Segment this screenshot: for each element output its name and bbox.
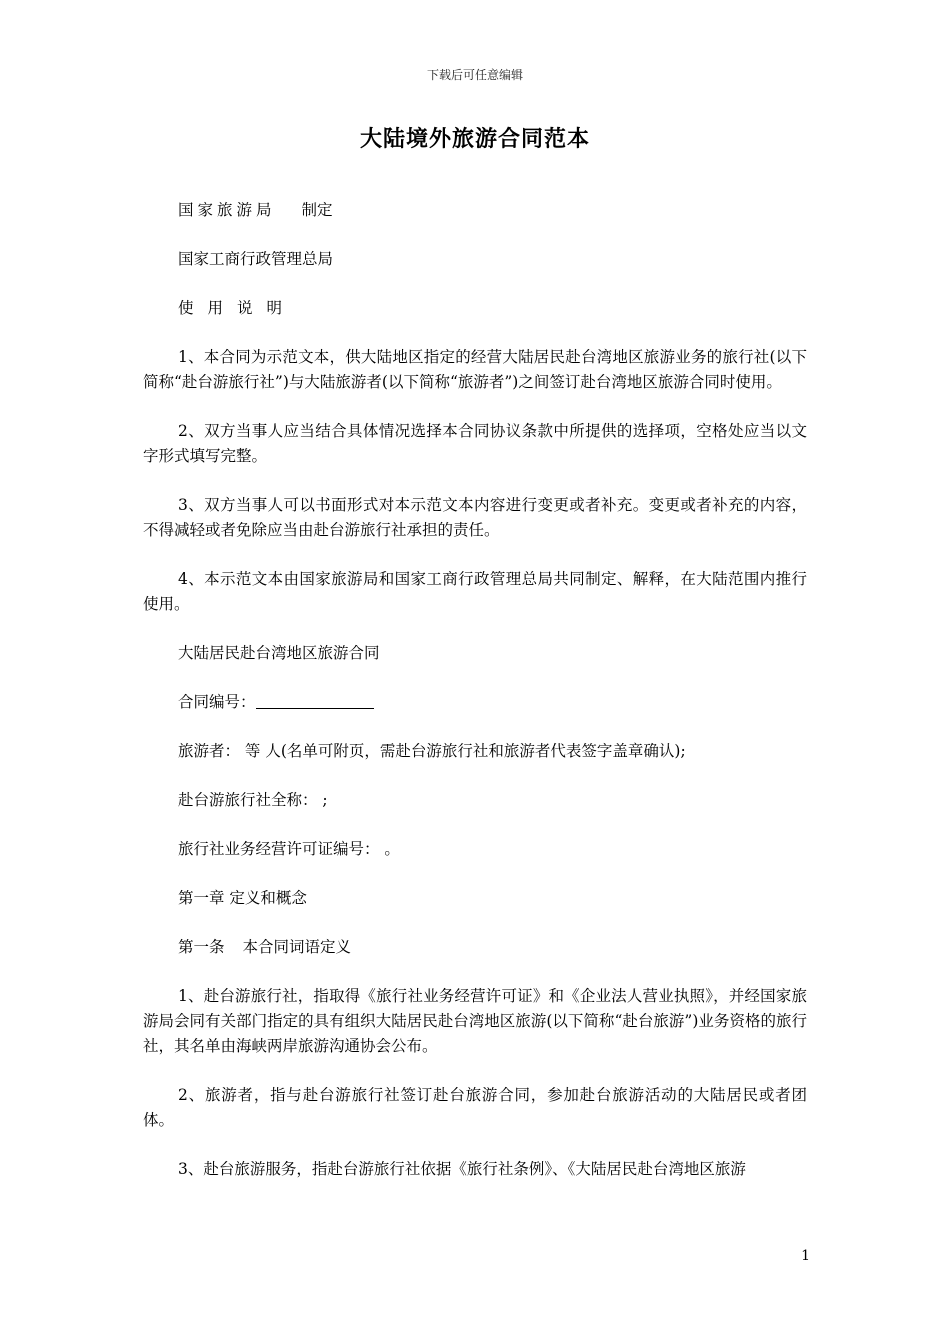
contract-name: 大陆居民赴台湾地区旅游合同 xyxy=(178,644,380,662)
header-note: 下载后可任意编辑 xyxy=(426,68,523,82)
document-body xyxy=(143,198,807,1206)
issuer-1-name: 国家旅游局 xyxy=(178,201,276,219)
usage-item-1: 1、本合同为示范文本，供大陆地区指定的经营大陆居民赴台湾地区旅游业务的旅行社(以下简称“赴台游旅行社”)与大陆旅游者(以下简称“旅游者”)之间签订赴台湾地区旅游合同时使用。 xyxy=(143,348,807,391)
chapter-heading: 第一章 定义和概念 xyxy=(178,889,307,907)
usage-item-4: 4、本示范文本由国家旅游局和国家工商行政管理总局共同制定、解释，在大陆范围内推行使用。 xyxy=(143,570,807,613)
contract-number-line xyxy=(143,690,807,715)
issuer-1-action: 制定 xyxy=(301,201,333,219)
usage-item-2: 2、双方当事人应当结合具体情况选择本合同协议条款中所提供的选择项，空格处应当以文字形式填写完整。 xyxy=(143,422,807,465)
issuer-line-2: 国家工商行政管理总局 xyxy=(178,250,334,268)
usage-heading: 使用说明 xyxy=(178,299,297,317)
issuer-line-1 xyxy=(143,198,807,223)
contract-number-label: 合同编号： xyxy=(178,693,256,711)
agency-name-line: 赴台游旅行社全称： ; xyxy=(178,791,328,809)
contract-number-blank xyxy=(256,692,374,709)
article-number: 第一条 xyxy=(178,938,225,956)
definition-3: 3、赴台旅游服务，指赴台游旅行社依据《旅行社条例》、《大陆居民赴台湾地区旅游 xyxy=(178,1160,746,1178)
definition-2: 2、旅游者，指与赴台游旅行社签订赴台旅游合同，参加赴台旅游活动的大陆居民或者团体。 xyxy=(143,1086,807,1129)
license-line: 旅行社业务经营许可证编号： 。 xyxy=(178,840,400,858)
article-heading xyxy=(143,935,807,960)
page-number: 1 xyxy=(801,1248,810,1264)
article-title: 本合同词语定义 xyxy=(242,938,352,956)
document-title: 大陆境外旅游合同范本 xyxy=(359,126,590,152)
usage-item-3: 3、双方当事人可以书面形式对本示范文本内容进行变更或者补充。变更或者补充的内容，不得减轻或者免除应当由赴台游旅行社承担的责任。 xyxy=(143,496,807,539)
definition-1: 1、赴台游旅行社，指取得《旅行社业务经营许可证》和《企业法人营业执照》，并经国家旅游局会同有关部门指定的具有组织大陆居民赴台湾地区旅游(以下简称“赴台旅游”)业务资格的旅行社，其名单由海峡两岸旅游沟通协会公布。 xyxy=(143,987,807,1055)
tourist-line: 旅游者： 等 人(名单可附页，需赴台游旅行社和旅游者代表签字盖章确认); xyxy=(178,742,686,760)
